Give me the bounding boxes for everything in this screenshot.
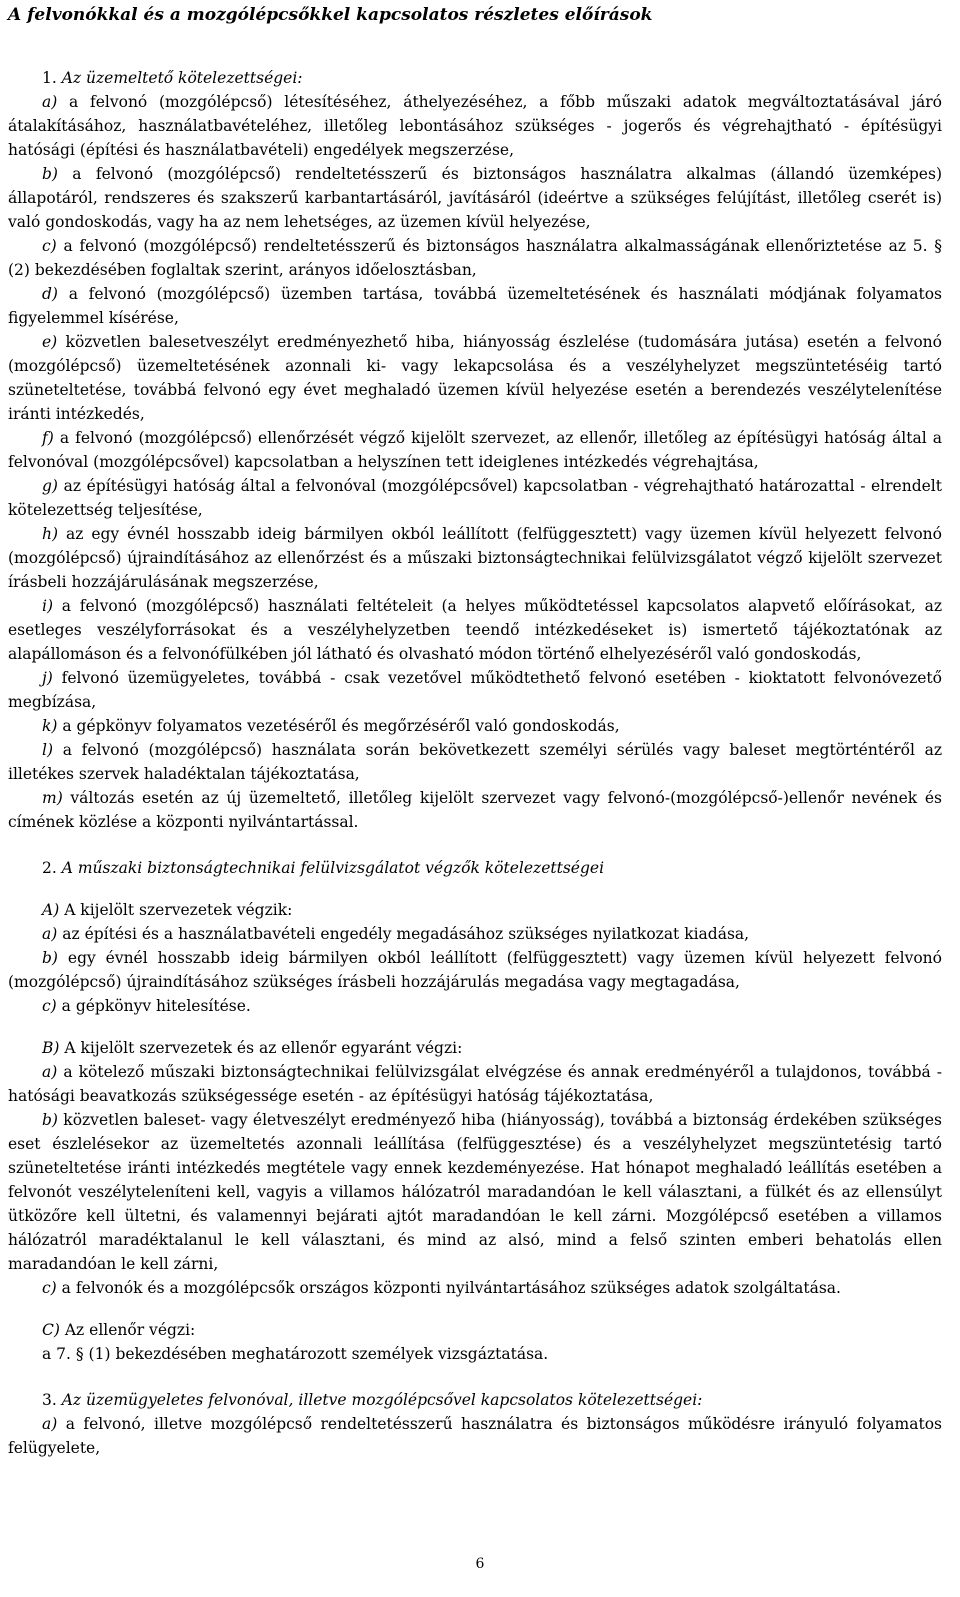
list-item-text: felvonó üzemügyeletes, továbbá - csak vezetővel működtethető felvonó esetében - kioktatott felvonóvezető megbízása, bbox=[8, 669, 942, 711]
document-title: A felvonókkal és a mozgólépcsőkkel kapcsolatos részletes előírások bbox=[8, 5, 653, 25]
list-item-text: a gépkönyv hitelesítése. bbox=[61, 997, 251, 1015]
list-item-label: c) bbox=[42, 1279, 57, 1297]
list-item-text: az építésügyi hatóság által a felvonóval (mozgólépcsővel) kapcsolatban - végrehajtható határozattal - elrendelt kötelezettség teljesítése, bbox=[8, 477, 942, 519]
list-item-label: c) bbox=[42, 237, 57, 255]
section-1-list bbox=[8, 90, 942, 834]
list-item-text: az építési és a használatbavételi engedély megadásához szükséges nyilatkozat kiadása, bbox=[62, 925, 750, 943]
list-item-label: b) bbox=[42, 1111, 58, 1129]
list-item bbox=[8, 1108, 942, 1276]
list-item-text: változás esetén az új üzemeltető, illetőleg kijelölt szervezet vagy felvonó-(mozgólépcső-)ellenőr nevének és címének közlése a központi nyilvántartással. bbox=[8, 789, 942, 831]
list-item-text: a felvonó (mozgólépcső) használati feltételeit (a helyes működtetéssel kapcsolatos alapvető előírásokat, az esetleges veszélyforrásokat és a veszélyhelyzetben teendő intézkedéseket is) ismertető tájékoztatónak az alapállomáson és a felvonófülkében jól látható és olvasható módon történő elhelyezéséről való gondoskodás, bbox=[8, 597, 942, 663]
document-page bbox=[8, 0, 942, 1460]
list-item-text: közvetlen baleset- vagy életveszélyt eredményező hiba (hiányosság), továbbá a biztonság érdekében szükséges eset észlelésekor az üzemeltetés azonnali leállítása (felfüggesztése) és a veszélyhelyzet megszüntetésig tartó szüneteltetése iránti intézkedés megtétele vagy ennek kezdeményezése. Hat hónapot meghaladó leállítás esetében a felvonót veszélyteleníteni kell, vagyis a villamos hálózatról maradandóan le kell választani, a fülkét és az ellensúlyt ütközőre kell ültetni, és valamennyi bejárati ajtót maradandóan le kell zárni. Mozgólépcső esetében a villamos hálózatról maradéktalanul le kell választani, és mind az alsó, mind a felső szinten emberi behatolás ellen maradandóan le kell zárni, bbox=[8, 1111, 943, 1273]
list-item bbox=[8, 162, 942, 234]
list-item bbox=[8, 90, 942, 162]
list-item bbox=[8, 1276, 942, 1300]
group-a-intro-text: A kijelölt szervezetek végzik: bbox=[64, 901, 293, 919]
group-a-list bbox=[8, 922, 942, 1018]
section-2-heading bbox=[42, 856, 942, 880]
section-1-title: Az üzemeltető kötelezettségei: bbox=[61, 69, 303, 87]
section-2-number: 2. bbox=[42, 859, 57, 877]
group-a-label: A) bbox=[42, 901, 60, 919]
list-item-label: e) bbox=[42, 333, 58, 351]
group-b-label: B) bbox=[42, 1039, 60, 1057]
section-3-title: Az üzemügyeletes felvonóval, illetve mozgólépcsővel kapcsolatos kötelezettségei: bbox=[61, 1391, 703, 1409]
list-item-text: közvetlen balesetveszélyt eredményezhető hiba, hiányosság észlelése (tudomására jutása) esetén a felvonó (mozgólépcső) üzemeltetésének azonnali ki- vagy lekapcsolása és a veszélyhelyzet megszüntetéséig tartó szüneteltetése, továbbá felvonó egy évet meghaladó üzemen kívül helyezése esetén a berendezés veszélytelenítése iránti intézkedés, bbox=[8, 333, 942, 423]
list-item bbox=[8, 474, 942, 522]
list-item-text: a felvonó (mozgólépcső) használata során bekövetkezett személyi sérülés vagy baleset megtörténtéről az illetékes szervek haladéktalan tájékoztatása, bbox=[8, 741, 942, 783]
list-item-text: a felvonó (mozgólépcső) ellenőrzését végző kijelölt szervezet, az ellenőr, illetőleg az építésügyi hatóság által a felvonóval (mozgólépcsővel) kapcsolatban a helyszínen tett ideiglenes intézkedés végrehajtása, bbox=[8, 429, 942, 471]
group-a-intro bbox=[8, 898, 942, 922]
section-3-number: 3. bbox=[42, 1391, 57, 1409]
list-item-text: a 7. § (1) bekezdésében meghatározott személyek vizsgáztatása. bbox=[42, 1345, 549, 1363]
list-item-label: j) bbox=[42, 669, 53, 687]
list-item bbox=[8, 946, 942, 994]
list-item-label: g) bbox=[42, 477, 58, 495]
list-item bbox=[8, 666, 942, 714]
list-item bbox=[8, 1342, 942, 1366]
list-item bbox=[8, 234, 942, 282]
list-item bbox=[8, 738, 942, 786]
group-c-label: C) bbox=[42, 1321, 60, 1339]
list-item-label: f) bbox=[42, 429, 54, 447]
section-3-heading bbox=[42, 1388, 942, 1412]
list-item-text: a felvonó (mozgólépcső) rendeltetésszerű és biztonságos használatra alkalmasságának ellenőriztetése az 5. § (2) bekezdésében foglaltak szerint, arányos időelosztásban, bbox=[8, 237, 942, 279]
list-item-text: a felvonó (mozgólépcső) rendeltetésszerű és biztonságos használatra alkalmas (állandó üzemképes) állapotáról, rendszeres és szakszerű karbantartásáról, javításáról (ideértve a szükséges felújítást, illetőleg cserét is) való gondoskodás, vagy ha az nem lehetséges, az üzemen kívül helyezése, bbox=[8, 165, 942, 231]
list-item bbox=[8, 994, 942, 1018]
list-item-text: a felvonó, illetve mozgólépcső rendeltetésszerű használatra és biztonságos működésre irányuló folyamatos felügyelete, bbox=[8, 1415, 942, 1457]
list-item bbox=[8, 714, 942, 738]
list-item-text: a felvonó (mozgólépcső) létesítéséhez, áthelyezéséhez, a főbb műszaki adatok megváltoztatásával járó átalakításához, használatbavételéhez, illetőleg lebontásához szükséges - jogerős és végrehajtható - építésügyi hatósági (építési és használatbavételi) engedélyek megszerzése, bbox=[8, 93, 943, 159]
page-number: 6 bbox=[475, 1556, 485, 1572]
list-item-text: a felvonók és a mozgólépcsők országos központi nyilvántartásához szükséges adatok szolgáltatása. bbox=[61, 1279, 841, 1297]
group-b-intro-text: A kijelölt szervezetek és az ellenőr egyaránt végzi: bbox=[64, 1039, 463, 1057]
group-c-list bbox=[8, 1342, 942, 1366]
list-item-label: m) bbox=[42, 789, 63, 807]
list-item bbox=[8, 1060, 942, 1108]
list-item-label: a) bbox=[42, 93, 58, 111]
list-item-text: az egy évnél hosszabb ideig bármilyen okból leállított (felfüggesztett) vagy üzemen kívül helyezett felvonó (mozgólépcső) újraindításához az ellenőrzést és a műszaki biztonságtechnikai felülvizsgálatot végző kijelölt szervezet írásbeli hozzájárulásának megszerzése, bbox=[8, 525, 942, 591]
list-item-label: i) bbox=[42, 597, 54, 615]
list-item bbox=[8, 594, 942, 666]
list-item bbox=[8, 922, 942, 946]
section-3-list bbox=[8, 1412, 942, 1460]
list-item-label: d) bbox=[42, 285, 58, 303]
list-item-label: b) bbox=[42, 949, 58, 967]
section-2-title: A műszaki biztonságtechnikai felülvizsgálatot végzők kötelezettségei bbox=[61, 859, 605, 877]
group-b-intro bbox=[8, 1036, 942, 1060]
list-item-text: a gépkönyv folyamatos vezetéséről és megőrzéséről való gondoskodás, bbox=[62, 717, 620, 735]
list-item-label: h) bbox=[42, 525, 59, 543]
list-item-label: b) bbox=[42, 165, 58, 183]
group-c-intro bbox=[8, 1318, 942, 1342]
list-item-label: a) bbox=[42, 925, 58, 943]
list-item bbox=[8, 522, 942, 594]
list-item bbox=[8, 426, 942, 474]
list-item-label: c) bbox=[42, 997, 57, 1015]
list-item bbox=[8, 786, 942, 834]
list-item bbox=[8, 330, 942, 426]
list-item-text: a kötelező műszaki biztonságtechnikai felülvizsgálat elvégzése és annak eredményéről a tulajdonos, továbbá - hatósági beavatkozás szükségessége esetén - az építésügyi hatóság tájékoztatása, bbox=[8, 1063, 943, 1105]
list-item-label: k) bbox=[42, 717, 58, 735]
list-item-text: a felvonó (mozgólépcső) üzemben tartása, továbbá üzemeltetésének és használati módjának folyamatos figyelemmel kísérése, bbox=[8, 285, 942, 327]
list-item-text: egy évnél hosszabb ideig bármilyen okból leállított (felfüggesztett) vagy üzemen kívül helyezett felvonó (mozgólépcső) újraindításához szükséges írásbeli hozzájárulás megadása vagy megtagadása, bbox=[8, 949, 942, 991]
list-item bbox=[8, 1412, 942, 1460]
list-item-label: a) bbox=[42, 1415, 58, 1433]
list-item bbox=[8, 282, 942, 330]
group-c-intro-text: Az ellenőr végzi: bbox=[64, 1321, 196, 1339]
section-1-heading bbox=[42, 66, 942, 90]
list-item-label: l) bbox=[42, 741, 54, 759]
group-b-list bbox=[8, 1060, 942, 1300]
section-1-number: 1. bbox=[42, 69, 57, 87]
list-item-label: a) bbox=[42, 1063, 58, 1081]
